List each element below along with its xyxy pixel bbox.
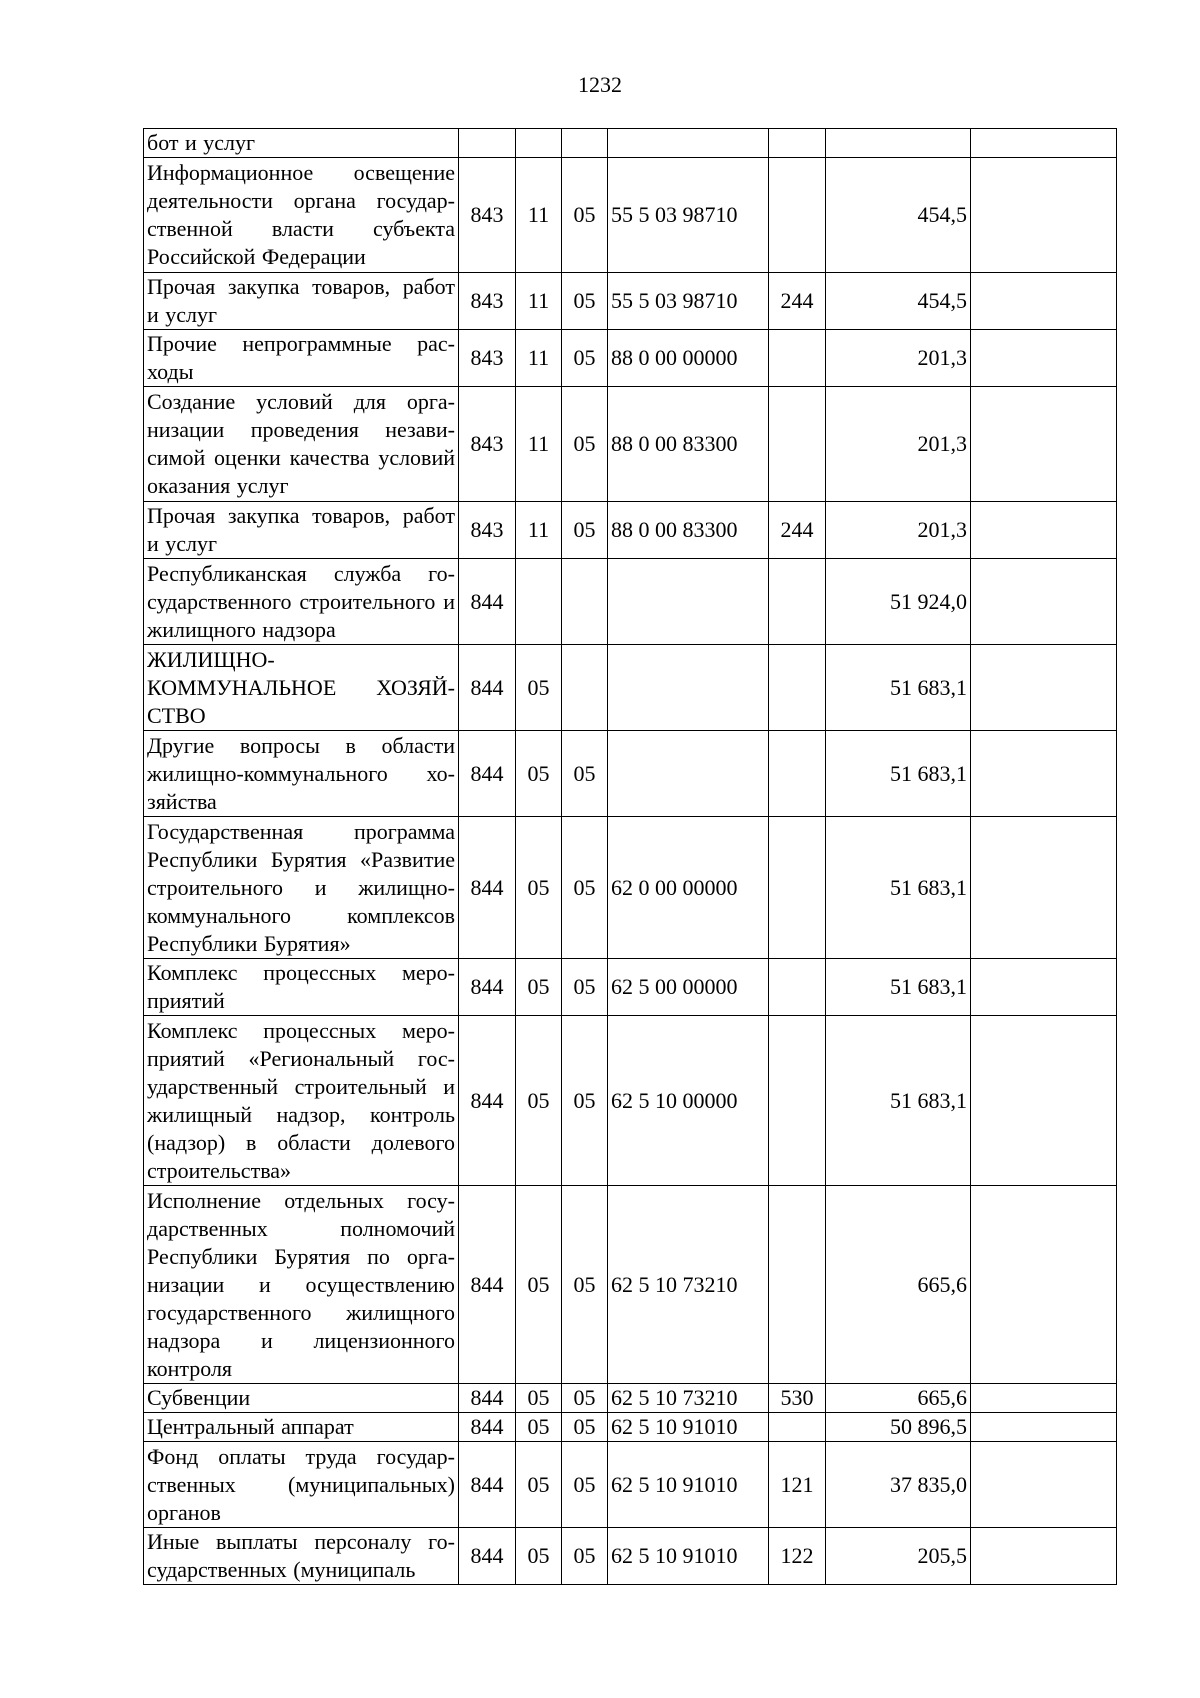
- section-code: 05: [516, 1528, 562, 1585]
- budget-table: [143, 128, 1117, 1585]
- table-row: [144, 387, 1117, 502]
- section-code: 11: [516, 158, 562, 273]
- table-row: [144, 731, 1117, 817]
- subsection-code: 05: [562, 731, 608, 817]
- amount: 51 683,1: [826, 645, 971, 731]
- extra-cell: [971, 645, 1117, 731]
- subsection-code: 05: [562, 1186, 608, 1384]
- table-row: [144, 1413, 1117, 1442]
- amount: 201,3: [826, 387, 971, 502]
- grbs-code: 844: [459, 959, 516, 1016]
- extra-cell: [971, 1442, 1117, 1528]
- subsection-code: 05: [562, 273, 608, 330]
- item-name: Прочая закупка товаров, работ и услуг: [144, 502, 459, 559]
- grbs-code: 844: [459, 1186, 516, 1384]
- item-name: Другие вопросы в области жилищно-коммунального хозяйства: [144, 731, 459, 817]
- expense-type-code: [769, 959, 826, 1016]
- target-article-code: 62 5 00 00000: [608, 959, 769, 1016]
- subsection-code: 05: [562, 1384, 608, 1413]
- target-article-code: [608, 645, 769, 731]
- expense-type-code: [769, 1016, 826, 1186]
- item-name: Исполнение отдельных государственных полномочий Республики Бурятия по организации и осуществлению государственного жилищного надзора и лицензионного контроля: [144, 1186, 459, 1384]
- expense-type-code: 530: [769, 1384, 826, 1413]
- target-article-code: 62 5 10 91010: [608, 1442, 769, 1528]
- grbs-code: 844: [459, 1413, 516, 1442]
- grbs-code: 844: [459, 1442, 516, 1528]
- grbs-code: 844: [459, 1384, 516, 1413]
- table-row: [144, 1528, 1117, 1585]
- grbs-code: 843: [459, 273, 516, 330]
- table-row: [144, 158, 1117, 273]
- target-article-code: 62 5 10 73210: [608, 1384, 769, 1413]
- table-row: [144, 1384, 1117, 1413]
- amount: 201,3: [826, 330, 971, 387]
- extra-cell: [971, 731, 1117, 817]
- grbs-code: 844: [459, 817, 516, 959]
- table-row: [144, 817, 1117, 959]
- target-article-code: [608, 559, 769, 645]
- subsection-code: 05: [562, 959, 608, 1016]
- table-row: [144, 1016, 1117, 1186]
- section-code: [516, 559, 562, 645]
- table-row: [144, 959, 1117, 1016]
- extra-cell: [971, 158, 1117, 273]
- amount: 201,3: [826, 502, 971, 559]
- section-code: 05: [516, 1016, 562, 1186]
- item-name: Прочие непрограммные расходы: [144, 330, 459, 387]
- section-code: 11: [516, 502, 562, 559]
- target-article-code: 62 5 10 73210: [608, 1186, 769, 1384]
- expense-type-code: [769, 731, 826, 817]
- table-row: [144, 330, 1117, 387]
- section-code: [516, 129, 562, 158]
- target-article-code: 88 0 00 83300: [608, 387, 769, 502]
- extra-cell: [971, 502, 1117, 559]
- amount: 51 683,1: [826, 817, 971, 959]
- subsection-code: 05: [562, 817, 608, 959]
- item-name: Создание условий для организации проведения независимой оценки качества условий оказания услуг: [144, 387, 459, 502]
- grbs-code: 843: [459, 387, 516, 502]
- item-name: Прочая закупка товаров, работ и услуг: [144, 273, 459, 330]
- subsection-code: [562, 645, 608, 731]
- extra-cell: [971, 330, 1117, 387]
- section-code: 05: [516, 817, 562, 959]
- subsection-code: [562, 559, 608, 645]
- amount: 51 683,1: [826, 959, 971, 1016]
- amount: 454,5: [826, 273, 971, 330]
- table-row: [144, 273, 1117, 330]
- amount: 665,6: [826, 1186, 971, 1384]
- grbs-code: 844: [459, 1528, 516, 1585]
- amount: 205,5: [826, 1528, 971, 1585]
- section-code: 11: [516, 330, 562, 387]
- section-code: 05: [516, 1186, 562, 1384]
- subsection-code: 05: [562, 387, 608, 502]
- table-row: [144, 1442, 1117, 1528]
- item-name: Фонд оплаты труда государственных (муниципальных) органов: [144, 1442, 459, 1528]
- section-code: 11: [516, 273, 562, 330]
- item-name: Комплекс процессных мероприятий: [144, 959, 459, 1016]
- target-article-code: [608, 129, 769, 158]
- item-name: ЖИЛИЩНО-КОММУНАЛЬНОЕ ХОЗЯЙСТВО: [144, 645, 459, 731]
- expense-type-code: [769, 387, 826, 502]
- amount: 51 683,1: [826, 1016, 971, 1186]
- subsection-code: 05: [562, 158, 608, 273]
- item-name: Центральный аппарат: [144, 1413, 459, 1442]
- expense-type-code: [769, 559, 826, 645]
- grbs-code: 844: [459, 1016, 516, 1186]
- grbs-code: 843: [459, 330, 516, 387]
- subsection-code: [562, 129, 608, 158]
- table-row: [144, 645, 1117, 731]
- extra-cell: [971, 1528, 1117, 1585]
- amount: 665,6: [826, 1384, 971, 1413]
- target-article-code: 62 5 10 91010: [608, 1528, 769, 1585]
- target-article-code: [608, 731, 769, 817]
- expense-type-code: 244: [769, 273, 826, 330]
- amount: 51 683,1: [826, 731, 971, 817]
- item-name: Государственная программа Республики Бурятия «Развитие строительного и жилищно-коммунального комплексов Республики Бурятия»: [144, 817, 459, 959]
- target-article-code: 62 5 10 00000: [608, 1016, 769, 1186]
- table-row: [144, 502, 1117, 559]
- extra-cell: [971, 1016, 1117, 1186]
- amount: 37 835,0: [826, 1442, 971, 1528]
- section-code: 05: [516, 1384, 562, 1413]
- target-article-code: 62 5 10 91010: [608, 1413, 769, 1442]
- amount: 51 924,0: [826, 559, 971, 645]
- extra-cell: [971, 273, 1117, 330]
- expense-type-code: 122: [769, 1528, 826, 1585]
- subsection-code: 05: [562, 1413, 608, 1442]
- grbs-code: 844: [459, 559, 516, 645]
- target-article-code: 55 5 03 98710: [608, 273, 769, 330]
- section-code: 11: [516, 387, 562, 502]
- table-row: [144, 559, 1117, 645]
- section-code: 05: [516, 645, 562, 731]
- extra-cell: [971, 129, 1117, 158]
- expense-type-code: [769, 645, 826, 731]
- subsection-code: 05: [562, 1016, 608, 1186]
- extra-cell: [971, 387, 1117, 502]
- amount: 454,5: [826, 158, 971, 273]
- section-code: 05: [516, 731, 562, 817]
- target-article-code: 55 5 03 98710: [608, 158, 769, 273]
- expense-type-code: 121: [769, 1442, 826, 1528]
- extra-cell: [971, 1384, 1117, 1413]
- expense-type-code: 244: [769, 502, 826, 559]
- amount: 50 896,5: [826, 1413, 971, 1442]
- target-article-code: 62 0 00 00000: [608, 817, 769, 959]
- table-row: [144, 1186, 1117, 1384]
- grbs-code: [459, 129, 516, 158]
- extra-cell: [971, 559, 1117, 645]
- amount: [826, 129, 971, 158]
- table-row: [144, 129, 1117, 158]
- target-article-code: 88 0 00 00000: [608, 330, 769, 387]
- grbs-code: 843: [459, 158, 516, 273]
- item-name: бот и услуг: [144, 129, 459, 158]
- item-name: Комплекс процессных мероприятий «Региональный государственный строительный и жилищный надзор, контроль (надзор) в области долевого строительства»: [144, 1016, 459, 1186]
- extra-cell: [971, 817, 1117, 959]
- grbs-code: 843: [459, 502, 516, 559]
- extra-cell: [971, 1186, 1117, 1384]
- expense-type-code: [769, 330, 826, 387]
- extra-cell: [971, 959, 1117, 1016]
- grbs-code: 844: [459, 645, 516, 731]
- item-name: Субвенции: [144, 1384, 459, 1413]
- expense-type-code: [769, 817, 826, 959]
- subsection-code: 05: [562, 1528, 608, 1585]
- expense-type-code: [769, 1186, 826, 1384]
- subsection-code: 05: [562, 330, 608, 387]
- expense-type-code: [769, 1413, 826, 1442]
- item-name: Информационное освещение деятельности органа государственной власти субъекта Российской Федерации: [144, 158, 459, 273]
- target-article-code: 88 0 00 83300: [608, 502, 769, 559]
- item-name: Иные выплаты персоналу государственных (муниципаль: [144, 1528, 459, 1585]
- section-code: 05: [516, 1413, 562, 1442]
- item-name: Республиканская служба государственного строительного и жилищного надзора: [144, 559, 459, 645]
- page-number: 1232: [578, 72, 622, 97]
- section-code: 05: [516, 959, 562, 1016]
- section-code: 05: [516, 1442, 562, 1528]
- expense-type-code: [769, 158, 826, 273]
- expense-type-code: [769, 129, 826, 158]
- subsection-code: 05: [562, 1442, 608, 1528]
- grbs-code: 844: [459, 731, 516, 817]
- table-body: [144, 129, 1117, 1585]
- extra-cell: [971, 1413, 1117, 1442]
- subsection-code: 05: [562, 502, 608, 559]
